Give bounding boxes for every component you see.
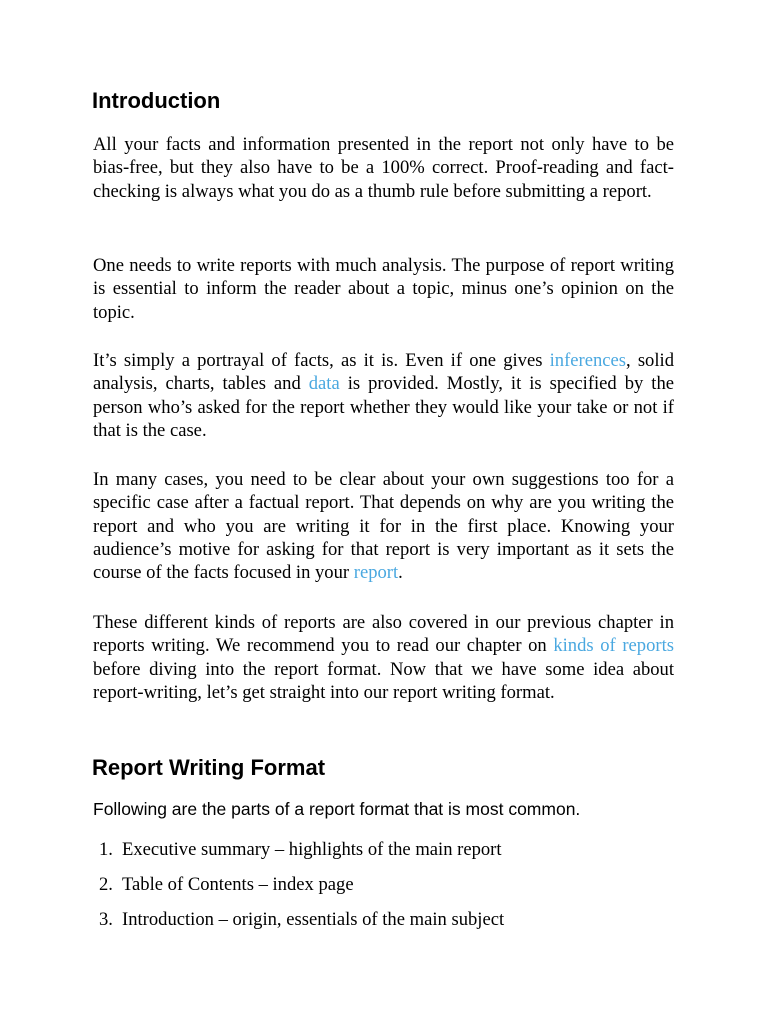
report-writing-format-heading: Report Writing Format: [92, 755, 326, 780]
list-item-number: 2.: [99, 874, 113, 895]
kinds-of-reports-link[interactable]: kinds of reports: [553, 635, 674, 657]
list-item-number: 1.: [99, 839, 113, 860]
paragraph-3-text-c: is provided. Mostly, it is specified by the person who’s asked for the report whether they would like your take or not if that is the case.: [93, 373, 674, 441]
paragraph-4-text-a: In many cases, you need to be clear about your own suggestions too for a specific case after a factual report. That depends on why are you writing the report and who you are writing it for in the first place. Knowing your audience’s motive for asking for that report is very important as it sets the course of the facts focused in your: [93, 469, 674, 584]
inferences-link[interactable]: inferences: [549, 350, 627, 371]
paragraph-5-text-a: These different kinds of reports are also covered in our previous chapter in reports writing. We recommend you to read our chapter on: [93, 612, 674, 657]
format-intro-text: Following are the parts of a report format that is most common.: [93, 799, 581, 819]
introduction-paragraph-4: [93, 468, 674, 584]
list-item-text: Introduction – origin, essentials of the main subject: [122, 909, 505, 930]
introduction-heading: Introduction: [92, 88, 221, 113]
introduction-paragraph-5: [93, 611, 674, 704]
list-item-text: Executive summary – highlights of the main report: [122, 839, 502, 860]
list-item-number: 3.: [99, 909, 113, 930]
paragraph-3-text-b: , solid analysis, charts, tables and: [93, 350, 674, 395]
paragraph-3-text-a: It’s simply a portrayal of facts, as it is. Even if one gives: [93, 350, 550, 371]
list-item: [99, 838, 502, 861]
list-item: [99, 908, 504, 931]
list-item-text: Table of Contents – index page: [122, 874, 354, 895]
introduction-paragraph-1: All your facts and information presented in the report not only have to be bias-free, but they also have to be a 100% correct. Proof-reading and fact-checking is always what you do as a thumb rule before submitting a report.: [93, 134, 674, 202]
paragraph-4-text-b: .: [398, 562, 403, 584]
data-link[interactable]: data: [308, 373, 340, 395]
list-item: [99, 873, 354, 896]
report-link[interactable]: report: [353, 562, 399, 584]
paragraph-5-text-b: before diving into the report format. Now that we have some idea about report-writing, let’s get straight into our report writing format.: [93, 658, 674, 703]
introduction-paragraph-2: One needs to write reports with much analysis. The purpose of report writing is essential to inform the reader about a topic, minus one’s opinion on the topic.: [93, 255, 674, 323]
introduction-paragraph-3: [93, 349, 674, 442]
